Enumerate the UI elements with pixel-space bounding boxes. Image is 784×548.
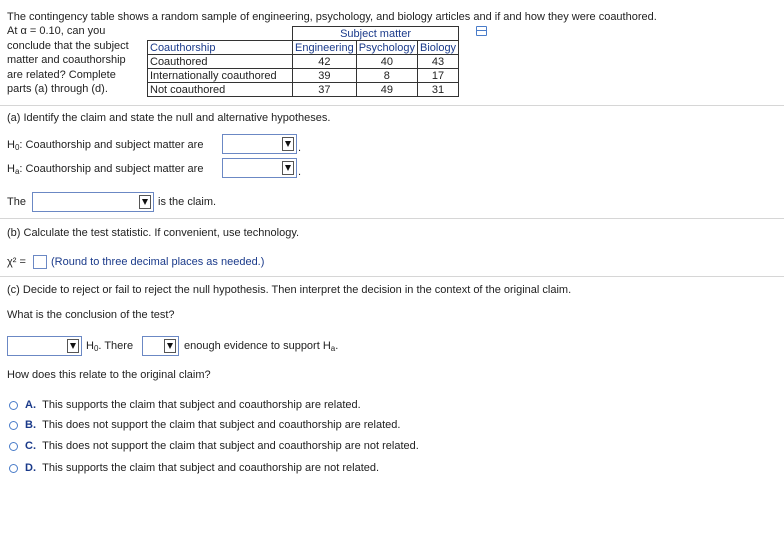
- conclusion-question: What is the conclusion of the test?: [7, 309, 175, 321]
- chevron-down-icon[interactable]: [164, 339, 176, 353]
- option-d[interactable]: [25, 462, 379, 474]
- option-c[interactable]: [25, 440, 419, 452]
- left-line: matter and coauthorship: [7, 54, 126, 66]
- divider: [0, 276, 784, 277]
- h0-letter: H: [7, 139, 15, 151]
- h0-subscript: 0: [14, 143, 20, 152]
- decision-h0: [86, 340, 133, 353]
- option-letter: D.: [25, 462, 36, 474]
- table-cell: 31: [417, 83, 458, 97]
- chi-square-label: χ² =: [7, 256, 26, 268]
- option-text: This does not support the claim that subject and coauthorship are related.: [42, 419, 401, 431]
- h0-letter: H: [86, 340, 94, 352]
- left-line: conclude that the subject: [7, 39, 129, 52]
- h0-statement: [7, 139, 203, 152]
- table-cell: 39: [293, 69, 357, 83]
- ha-text: : Coauthorship and subject matter are: [19, 163, 204, 175]
- enough-text: enough evidence to support H: [184, 340, 331, 352]
- decision-select[interactable]: [7, 336, 82, 356]
- table-popout-icon[interactable]: [476, 26, 487, 36]
- chevron-down-icon[interactable]: [282, 137, 294, 151]
- table-cell: 42: [293, 55, 357, 69]
- chevron-down-icon[interactable]: [139, 195, 151, 209]
- divider: [0, 105, 784, 106]
- column-header: Biology: [417, 41, 458, 55]
- h0-subscript: 0: [93, 344, 99, 353]
- row-label: Not coauthored: [148, 83, 293, 97]
- subject-matter-header: Subject matter: [293, 27, 459, 41]
- claim-prefix: The: [7, 196, 26, 208]
- ha-relation-select[interactable]: [222, 158, 297, 178]
- option-c-radio[interactable]: [9, 442, 18, 451]
- period: .: [298, 166, 302, 178]
- divider: [0, 218, 784, 219]
- there-text: . There: [98, 340, 134, 352]
- option-letter: A.: [25, 399, 36, 411]
- claim-suffix: is the claim.: [158, 196, 217, 208]
- table-cell: 43: [417, 55, 458, 69]
- period: .: [298, 142, 302, 154]
- h0-text: : Coauthorship and subject matter are: [19, 139, 204, 151]
- option-letter: B.: [25, 419, 36, 431]
- table-cell: 40: [356, 55, 417, 69]
- left-line: parts (a) through (d).: [7, 83, 108, 95]
- option-d-radio[interactable]: [9, 464, 18, 473]
- left-line: are related? Complete: [7, 68, 116, 81]
- relate-question: How does this relate to the original claim?: [7, 369, 211, 381]
- coauthorship-header: Coauthorship: [148, 41, 293, 55]
- ha-subscript: a: [330, 344, 336, 353]
- chevron-down-icon[interactable]: [67, 339, 79, 353]
- table-row: [148, 55, 459, 69]
- question-intro: The contingency table shows a random sample of engineering, psychology, and biology articles and if and how they were coauthored.: [7, 11, 657, 23]
- table-row: [148, 69, 459, 83]
- option-b[interactable]: [25, 419, 400, 431]
- table-row: [148, 83, 459, 97]
- evidence-select[interactable]: [142, 336, 179, 356]
- table-cell: 49: [356, 83, 417, 97]
- ha-letter: H: [7, 163, 15, 175]
- row-label: Internationally coauthored: [148, 69, 293, 83]
- option-b-radio[interactable]: [9, 421, 18, 430]
- option-text: This supports the claim that subject and coauthorship are related.: [42, 399, 361, 411]
- ha-subscript: a: [14, 167, 20, 176]
- row-label: Coauthored: [148, 55, 293, 69]
- option-text: This supports the claim that subject and coauthorship are not related.: [42, 462, 380, 474]
- chi-square-input[interactable]: [33, 255, 47, 269]
- option-letter: C.: [25, 440, 36, 452]
- table-header-row: [148, 27, 459, 41]
- column-header: Engineering: [293, 41, 357, 55]
- part-c-prompt: (c) Decide to reject or fail to reject the null hypothesis. Then interpret the decision in the context of the original claim.: [7, 284, 572, 296]
- table-cell: 8: [356, 69, 417, 83]
- contingency-table: [147, 26, 459, 97]
- table-cell: 17: [417, 69, 458, 83]
- option-a[interactable]: [25, 399, 361, 411]
- table-column-row: [148, 41, 459, 55]
- rounding-hint: (Round to three decimal places as needed.): [51, 256, 265, 268]
- option-a-radio[interactable]: [9, 401, 18, 410]
- claim-select[interactable]: [32, 192, 154, 212]
- column-header: Psychology: [356, 41, 417, 55]
- ha-statement: [7, 163, 203, 176]
- table-cell: 37: [293, 83, 357, 97]
- table-corner: [148, 27, 293, 41]
- alpha-line: At α = 0.10, can you: [7, 25, 106, 37]
- question-left-text: [7, 24, 129, 97]
- part-b-prompt: (b) Calculate the test statistic. If convenient, use technology.: [7, 227, 300, 239]
- chevron-down-icon[interactable]: [282, 161, 294, 175]
- part-a-prompt: (a) Identify the claim and state the null and alternative hypotheses.: [7, 112, 331, 124]
- option-text: This does not support the claim that subject and coauthorship are not related.: [42, 440, 419, 452]
- h0-relation-select[interactable]: [222, 134, 297, 154]
- enough-evidence-text: enough evidence to support $H_a$.: [184, 340, 339, 353]
